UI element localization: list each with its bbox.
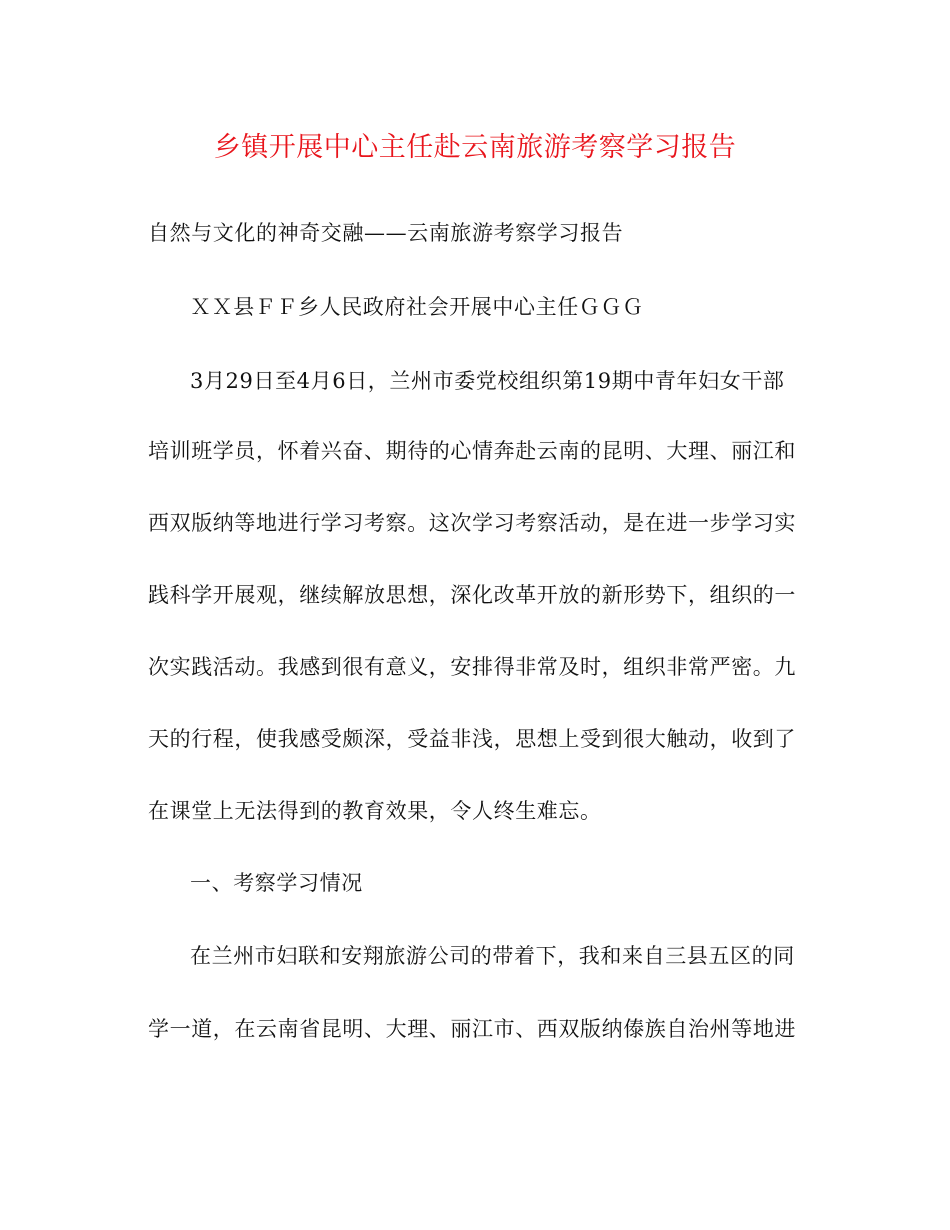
paragraph-line: 学一道，在云南省昆明、大理、丽江市、西双版纳傣族自治州等地进 <box>148 1017 796 1041</box>
paragraph-line: 在兰州市妇联和安翔旅游公司的带着下，我和来自三县五区的同 <box>190 944 795 968</box>
paragraph-line: 培训班学员，怀着兴奋、期待的心情奔赴云南的昆明、大理、丽江和 <box>148 439 796 463</box>
paragraph-line: 在课堂上无法得到的教育效果，令人终生难忘。 <box>148 799 602 823</box>
paragraph-line: 践科学开展观，继续解放思想，深化改革开放的新形势下，组织的一 <box>148 583 796 607</box>
paragraph-line: 天的行程，使我感受颇深，受益非浅，思想上受到很大触动，收到了 <box>148 727 796 751</box>
paragraph-line: 3月29日至4月6日，兰州市委党校组织第19期中青年妇女干部 <box>190 369 785 393</box>
author-line: ＸＸ县ＦＦ乡人民政府社会开展中心主任ＧＧＧ <box>190 295 644 319</box>
paragraph-line: 次实践活动。我感到很有意义，安排得非常及时，组织非常严密。九 <box>148 655 796 679</box>
document-subtitle: 自然与文化的神奇交融——云南旅游考察学习报告 <box>148 221 624 245</box>
document-title: 乡镇开展中心主任赴云南旅游考察学习报告 <box>213 132 737 163</box>
paragraph-line: 西双版纳等地进行学习考察。这次学习考察活动，是在进一步学习实 <box>148 511 796 535</box>
section-heading: 一、考察学习情况 <box>190 871 363 895</box>
